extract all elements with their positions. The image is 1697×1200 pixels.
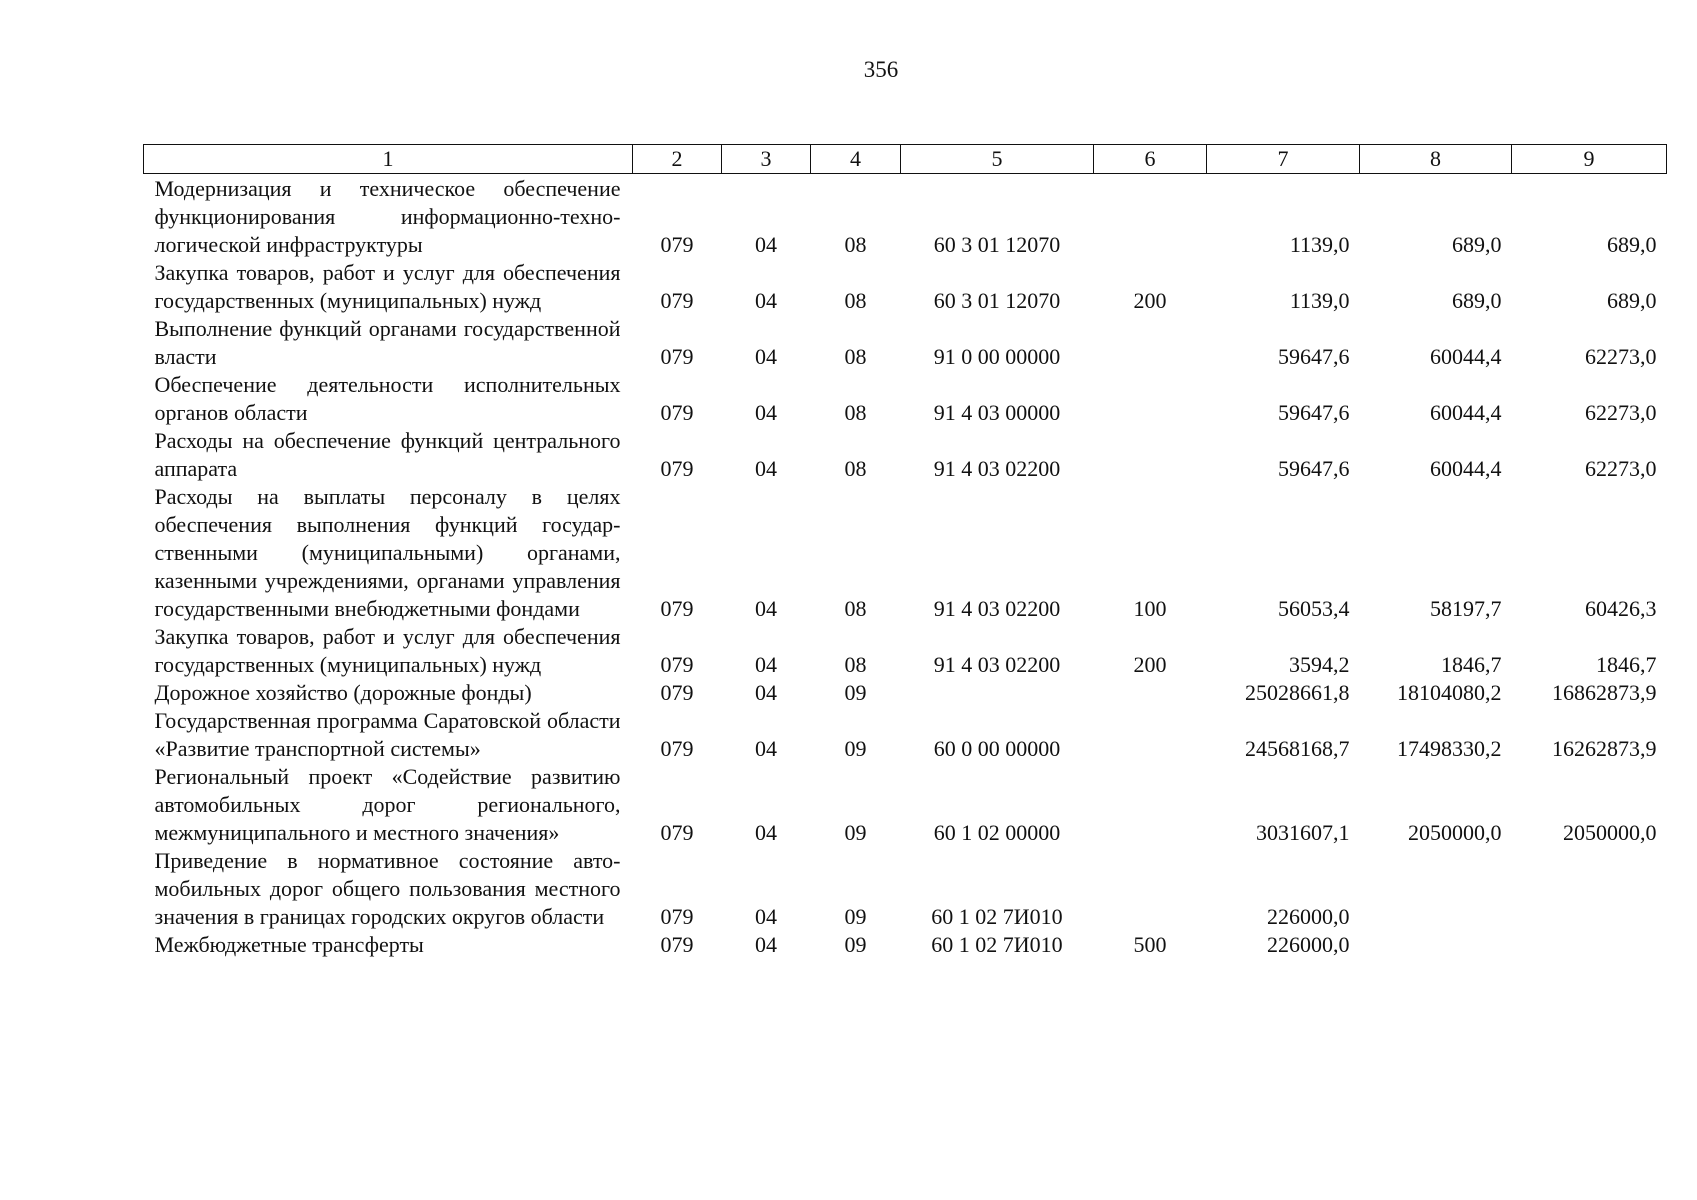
- cell-amount-col9: 16262873,9: [1552, 736, 1657, 761]
- header-col-8: 8: [1360, 145, 1512, 174]
- cell-amount-col7: 59647,6: [1278, 400, 1350, 425]
- cell-target-article: 60 3 01 12070: [933, 232, 1061, 257]
- cell-section: 04: [755, 344, 777, 369]
- cell-ministry-code: 079: [660, 736, 694, 761]
- cell-target-article: 60 3 01 12070: [933, 288, 1061, 313]
- cell-subsection: 09: [844, 820, 867, 845]
- cell-amount-col8: 1846,7: [1441, 652, 1502, 677]
- table-row: [144, 679, 1667, 707]
- table-body: [144, 174, 1667, 960]
- cell-subsection: 08: [844, 400, 867, 425]
- cell-expense-type: 200: [1133, 652, 1167, 677]
- header-row: [144, 145, 1667, 174]
- budget-table: [143, 144, 1667, 959]
- cell-amount-col9: 689,0: [1607, 232, 1657, 257]
- cell-expense-type: [1094, 427, 1207, 483]
- cell-section: 04: [755, 932, 777, 957]
- table-row: [144, 371, 1667, 427]
- cell-amount-col9: 16862873,9: [1552, 680, 1657, 705]
- cell-amount-col9: [1512, 931, 1667, 959]
- row-name: Региональный проект «Содействие развитию автомобильных дорог регионального, межмуниципального и местного значения»: [154, 764, 621, 845]
- table-row: [144, 174, 1667, 260]
- header-col-3: 3: [722, 145, 811, 174]
- cell-section: 04: [755, 400, 777, 425]
- cell-amount-col7: 3031607,1: [1256, 820, 1350, 845]
- row-name: Приведение в нормативное состояние автомобильных дорог общего пользования местного значения в границах городских округов области: [154, 848, 621, 929]
- cell-ministry-code: 079: [660, 652, 694, 677]
- cell-amount-col7: 25028661,8: [1245, 680, 1350, 705]
- cell-amount-col7: 3594,2: [1289, 652, 1350, 677]
- cell-amount-col7: 56053,4: [1278, 596, 1350, 621]
- header-col-4: 4: [811, 145, 901, 174]
- header-col-7: 7: [1207, 145, 1360, 174]
- row-name: Обеспечение деятельности исполнительных органов области: [154, 372, 621, 425]
- cell-expense-type: [1094, 707, 1207, 763]
- cell-target-article: 60 1 02 7И010: [931, 904, 1063, 929]
- cell-section: 04: [755, 680, 777, 705]
- cell-amount-col7: 24568168,7: [1245, 736, 1350, 761]
- table-row: [144, 427, 1667, 483]
- cell-amount-col9: 1846,7: [1596, 652, 1657, 677]
- header-col-2: 2: [633, 145, 722, 174]
- cell-target-article: 91 4 03 02200: [933, 456, 1061, 481]
- cell-section: 04: [755, 456, 777, 481]
- cell-amount-col8: 18104080,2: [1397, 680, 1502, 705]
- table-row: [144, 763, 1667, 847]
- cell-amount-col9: 62273,0: [1585, 344, 1657, 369]
- cell-expense-type: [1094, 315, 1207, 371]
- cell-expense-type: [1094, 371, 1207, 427]
- cell-amount-col9: 2050000,0: [1563, 820, 1657, 845]
- cell-target-article: [901, 679, 1094, 707]
- page-number: 356: [863, 57, 899, 82]
- row-name: Закупка товаров, работ и услуг для обеспечения государственных (муниципальных) нужд: [154, 260, 621, 313]
- cell-amount-col8: 58197,7: [1430, 596, 1502, 621]
- cell-amount-col9: 62273,0: [1585, 400, 1657, 425]
- cell-ministry-code: 079: [660, 596, 694, 621]
- cell-amount-col9: 689,0: [1607, 288, 1657, 313]
- row-name: Дорожное хозяйство (дорожные фонды): [154, 680, 532, 705]
- cell-subsection: 08: [844, 288, 867, 313]
- cell-section: 04: [755, 596, 777, 621]
- cell-subsection: 09: [844, 904, 867, 929]
- cell-subsection: 09: [844, 932, 867, 957]
- cell-amount-col8: 60044,4: [1430, 400, 1502, 425]
- cell-amount-col9: 62273,0: [1585, 456, 1657, 481]
- table-row: [144, 483, 1667, 623]
- cell-target-article: 91 4 03 02200: [933, 652, 1061, 677]
- cell-target-article: 91 4 03 00000: [933, 400, 1061, 425]
- cell-amount-col8: 60044,4: [1430, 344, 1502, 369]
- cell-target-article: 60 0 00 00000: [933, 736, 1061, 761]
- cell-amount-col9: 60426,3: [1585, 596, 1657, 621]
- row-name: Межбюджетные трансферты: [154, 932, 424, 957]
- cell-expense-type: 500: [1133, 932, 1167, 957]
- row-name: Выполнение функций органами государственной власти: [154, 316, 621, 369]
- cell-subsection: 09: [844, 680, 867, 705]
- cell-amount-col7: 1139,0: [1289, 232, 1350, 257]
- cell-amount-col8: 2050000,0: [1408, 820, 1502, 845]
- cell-amount-col7: 59647,6: [1278, 344, 1350, 369]
- cell-ministry-code: 079: [660, 232, 694, 257]
- cell-ministry-code: 079: [660, 400, 694, 425]
- cell-amount-col9: [1512, 847, 1667, 931]
- cell-amount-col7: 226000,0: [1267, 932, 1350, 957]
- row-name: Расходы на обеспечение функций центрального аппарата: [154, 428, 621, 481]
- cell-amount-col8: [1360, 847, 1512, 931]
- cell-section: 04: [755, 652, 777, 677]
- header-col-5: 5: [901, 145, 1094, 174]
- row-name: Модернизация и техническое обеспечение функционирования информационно-технологической инфраструктуры: [154, 176, 621, 257]
- cell-subsection: 08: [844, 344, 867, 369]
- cell-subsection: 09: [844, 736, 867, 761]
- cell-amount-col8: 60044,4: [1430, 456, 1502, 481]
- row-name: Государственная программа Саратовской области «Развитие транспортной системы»: [154, 708, 621, 761]
- row-name: Расходы на выплаты персоналу в целях обеспечения выполнения функций государственными (муниципальными) органами, казенными учреждениями, органами управления государственными внебюджетными фондами: [154, 484, 621, 621]
- table-row: [144, 847, 1667, 931]
- cell-ministry-code: 079: [660, 820, 694, 845]
- cell-ministry-code: 079: [660, 932, 694, 957]
- cell-ministry-code: 079: [660, 456, 694, 481]
- table-row: [144, 707, 1667, 763]
- cell-ministry-code: 079: [660, 288, 694, 313]
- table-row: [144, 623, 1667, 679]
- cell-target-article: 60 1 02 00000: [933, 820, 1061, 845]
- cell-target-article: 60 1 02 7И010: [931, 932, 1063, 957]
- cell-amount-col8: [1360, 931, 1512, 959]
- cell-target-article: 91 4 03 02200: [933, 596, 1061, 621]
- cell-expense-type: [1094, 763, 1207, 847]
- cell-amount-col8: 689,0: [1452, 232, 1502, 257]
- table-row: [144, 259, 1667, 315]
- cell-amount-col8: 689,0: [1452, 288, 1502, 313]
- cell-expense-type: 200: [1133, 288, 1167, 313]
- cell-expense-type: [1094, 847, 1207, 931]
- cell-ministry-code: 079: [660, 904, 694, 929]
- table-row: [144, 931, 1667, 959]
- cell-ministry-code: 079: [660, 344, 694, 369]
- cell-amount-col7: 1139,0: [1289, 288, 1350, 313]
- table-row: [144, 315, 1667, 371]
- header-col-1: 1: [144, 145, 633, 174]
- cell-amount-col7: 226000,0: [1267, 904, 1350, 929]
- cell-subsection: 08: [844, 652, 867, 677]
- header-col-6: 6: [1094, 145, 1207, 174]
- cell-subsection: 08: [844, 456, 867, 481]
- cell-expense-type: [1094, 679, 1207, 707]
- cell-section: 04: [755, 232, 777, 257]
- cell-target-article: 91 0 00 00000: [933, 344, 1061, 369]
- header-col-9: 9: [1512, 145, 1667, 174]
- cell-amount-col8: 17498330,2: [1397, 736, 1502, 761]
- cell-subsection: 08: [844, 596, 867, 621]
- cell-section: 04: [755, 736, 777, 761]
- cell-ministry-code: 079: [660, 680, 694, 705]
- cell-section: 04: [755, 288, 777, 313]
- cell-amount-col7: 59647,6: [1278, 456, 1350, 481]
- cell-expense-type: [1094, 174, 1207, 260]
- cell-subsection: 08: [844, 232, 867, 257]
- cell-expense-type: 100: [1133, 596, 1167, 621]
- cell-section: 04: [755, 820, 777, 845]
- cell-section: 04: [755, 904, 777, 929]
- row-name: Закупка товаров, работ и услуг для обеспечения государственных (муниципальных) нужд: [154, 624, 621, 677]
